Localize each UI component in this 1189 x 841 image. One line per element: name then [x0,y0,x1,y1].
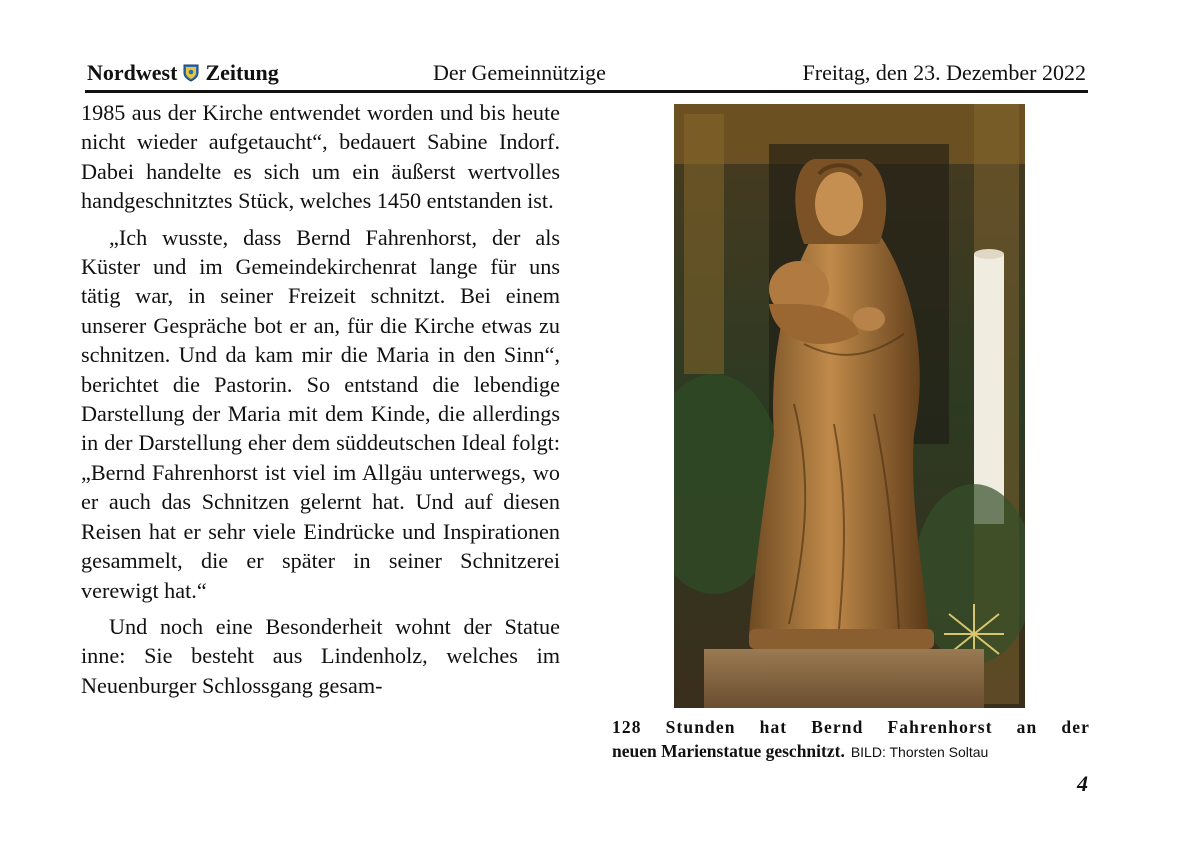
photo-credit: BILD: Thorsten Soltau [850,744,989,760]
caption-line-2: neuen Marienstatue geschnitzt. [612,741,845,761]
header-rule [85,90,1088,93]
brand-name-left: Nordwest [87,60,178,85]
article-body [81,98,560,700]
brand-name-right: Zeitung [205,60,279,85]
caption-line-1: 128 Stunden hat Bernd Fahrenhorst an der [612,717,1090,737]
newspaper-brand [87,60,279,86]
article-paragraph: „Ich wusste, dass Bernd Fahrenhorst, der als Küster und im Gemeindekirchenrat lange für uns tätig war, in seiner Freizeit schnitzt. Bei einem unserer Gespräche bot er an, für die Kirche etwas zu schnitzen. Und da kam mir die Maria in den Sinn“, berichtet die Pastorin. So entstand die lebendige Darstellung der Maria mit dem Kinde, die allerdings in der Darstellung eher dem süddeutschen Ideal folgt: „Bernd Fahrenhorst ist viel im Allgäu unterwegs, wo er auch das Schnitzen gelernt hat. Und auf diesen Reisen hat er sehr viele Eindrücke und Inspirationen gesammelt, die er später in seiner Schnitzerei verewigt hat.“ [81,224,560,603]
page-header [85,58,1088,90]
article-paragraph: Und noch eine Besonderheit wohnt der Statue inne: Sie besteht aus Lindenholz, welches im Neuenburger Schlossgang gesam- [81,613,560,698]
statue-photo [674,104,1025,708]
article-paragraph: 1985 aus der Kirche entwendet worden und bis heute nicht wieder aufgetaucht“, bedauert Sabine Indorf. Dabei handelte es sich um ein äußerst wertvolles handgeschnitztes Stück, welches 1450 entstanden ist. [81,100,560,214]
section-title: Der Gemeinnützige [433,60,606,85]
page-number: 4 [1077,771,1088,796]
issue-date: Freitag, den 23. Dezember 2022 [802,60,1086,85]
photo-caption [612,715,1090,764]
coat-of-arms-icon [183,64,199,82]
